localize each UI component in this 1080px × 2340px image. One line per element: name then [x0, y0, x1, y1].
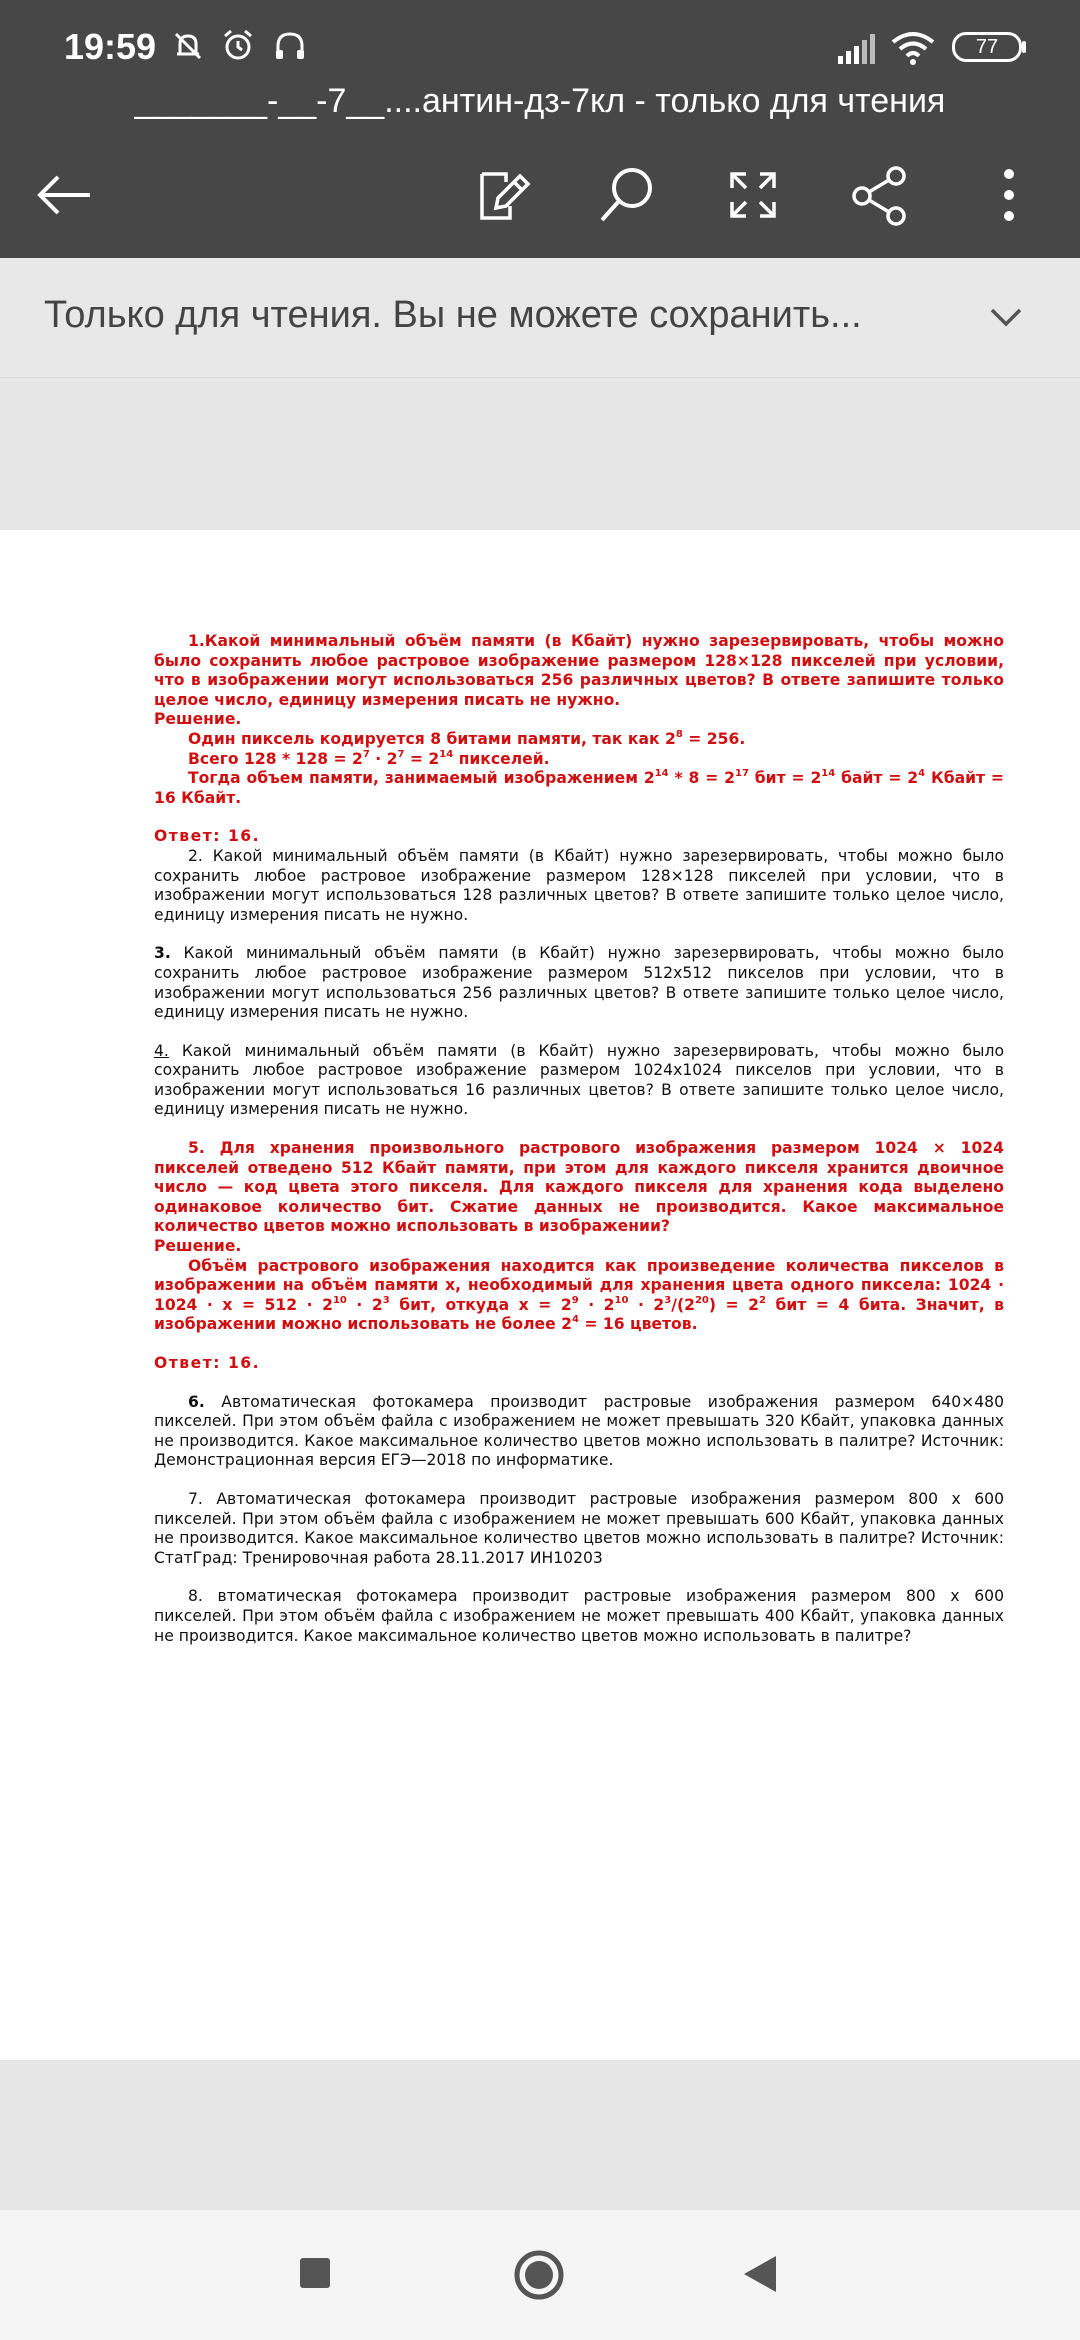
search-icon[interactable] [592, 160, 662, 230]
question-5: 5. Для хранения произвольного растрового изображения размером 1024 × 1024 пикселей отведено 512 Кбайт памяти, при этом для каждого пикселя хранится двоичное число — код цвета этого пикселя. Для каждого пикселя для хранения кода выделено одинаковое количество бит. Сжатие данных не производится. Какое максимальное количество цветов можно использовать в изображении? [154, 1139, 1004, 1236]
q1-solution-line-1: Один пиксель кодируется 8 битами памяти, так как $2^8 = 256$. [188, 728, 746, 748]
question-3: 3. Какой минимальный объём памяти (в Кбайт) нужно зарезервировать, чтобы можно было сохранить любое растровое изображение размером 512x512 пикселов при условии, что в изображении могут использоваться 256 различных цветов? В ответе запишите только целое число, единицу измерения писать не нужно. [154, 944, 1004, 1022]
status-time: 19:59 [64, 26, 157, 67]
q5-solution-label: Решение. [154, 1237, 242, 1256]
navigation-bar [0, 2210, 1080, 2340]
read-only-banner[interactable] [0, 258, 1080, 378]
question-2: 2. Какой минимальный объём памяти (в Кбайт) нужно зарезервировать, чтобы можно было сохранить любое растровое изображение размером 128×128 пикселей при условии, что в изображении могут использоваться 128 различных цветов? В ответе запишите только целое число, единицу измерения писать не нужно. [154, 846, 1004, 924]
document-title: _______-__-7__....антин-дз-7кл - только для чтения [134, 82, 946, 120]
back-arrow-icon[interactable] [30, 160, 100, 230]
status-bar [0, 0, 1080, 90]
q5-answer: Ответ: 16. [154, 1354, 261, 1372]
read-only-banner-text: Только для чтения. Вы не можете сохранить... [44, 294, 862, 336]
document-content [154, 632, 1004, 1646]
q1-solution-label: Решение. [154, 710, 242, 729]
document-background [0, 378, 1080, 530]
wifi-icon [890, 30, 936, 66]
top-bar [0, 0, 1080, 258]
question-8: 8. втоматическая фотокамера производит растровые изображения размером 800 x 600 пикселей. При этом объём файла с изображением не может превышать 400 Кбайт, упаковка данных не производится. Какое максимальное количество цветов можно использовать в палитре? [154, 1587, 1004, 1645]
question-4: 4. Какой минимальный объём памяти (в Кбайт) нужно зарезервировать, чтобы можно было сохранить любое растровое изображение размером 1024x1024 пикселов при условии, что в изображении могут использоваться 16 различных цветов? В ответе запишите только целое число, единицу измерения писать не нужно. [154, 1041, 1004, 1119]
question-7: 7. Автоматическая фотокамера производит растровые изображения размером 800 x 600 пикселей. При этом объём файла с изображением не может превышать 600 Кбайт, упаковка данных не производится. Какое максимальное количество цветов можно использовать в палитре? Источник: СтатГрад: Тренировочная работа 28.11.2017 ИН10203 [154, 1489, 1004, 1567]
q1-answer: Ответ: 16. [154, 827, 261, 846]
question-1: 1.Какой минимальный объём памяти (в Кбайт) нужно зарезервировать, чтобы можно было сохранить любое растровое изображение размером 128×128 пикселей при условии, что в изображении могут использоваться 256 различных цветов? В ответе запишите только целое число, единицу измерения писать не нужно. [154, 632, 1004, 709]
fullscreen-icon[interactable] [718, 160, 788, 230]
question-6: 6. Автоматическая фотокамера производит растровые изображения размером 640×480 пикселей. При этом объём файла с изображением не может превышать 320 Кбайт, упаковка данных не производится. Какое максимальное количество цветов можно использовать в палитре? Источник: Демонстрационная версия ЕГЭ—2018 по информатике. [154, 1392, 1004, 1470]
share-icon[interactable] [844, 160, 914, 230]
alarm-icon [220, 28, 256, 64]
battery-tip [1022, 41, 1026, 53]
q5-solution: Объём растрового изображения находится как произведение количества пикселов в изображении на объём памяти x, необходимый для хранения цвета одного пиксела: $1024 \cdot 1024 \cdot x = 512 \cdot 2^{10} \cdot 2^3$ бит, откуда $x = 2^9 \cdot 2^{10} \cdot 2^3/(2^{20}) = 2^2$ бит = 4 бита. Значит, в изображении можно использовать не более $2^4 = 16$ цветов. [154, 1256, 1005, 1334]
signal-icon [836, 34, 878, 64]
battery-indicator: 77 [952, 32, 1022, 62]
edit-icon[interactable] [466, 160, 536, 230]
chevron-down-icon[interactable] [988, 300, 1024, 336]
headphones-icon [272, 28, 308, 64]
back-nav-icon[interactable] [740, 2254, 780, 2294]
recent-apps-icon[interactable] [298, 2256, 332, 2290]
mute-icon [170, 28, 206, 64]
more-icon[interactable] [974, 160, 1044, 230]
q1-solution-line-2: Всего $128 * 128 = 2^7 \cdot 2^7 = 2^{14}$ пикселей. [188, 748, 550, 768]
q1-solution-line-3: Тогда объем памяти, занимаемый изображением $2^{14} * 8 = 2^{17}$ бит = $2^{14}$ байт = $2^4$ Кбайт = 16 Кбайт. [154, 768, 1004, 807]
document-page[interactable] [0, 530, 1080, 2060]
home-icon[interactable] [512, 2248, 566, 2302]
